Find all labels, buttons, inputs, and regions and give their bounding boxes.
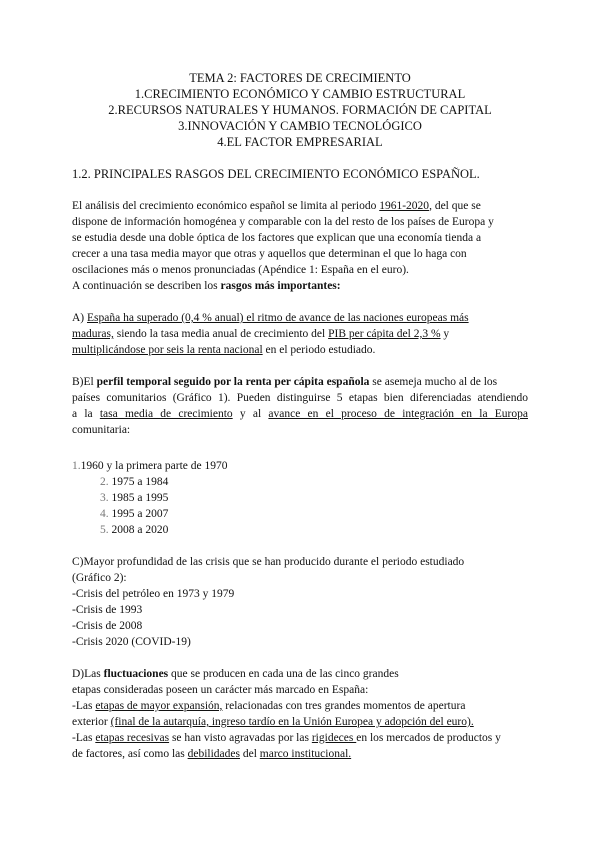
body-text: en los mercados de productos y bbox=[356, 732, 501, 744]
bold-text: fluctuaciones bbox=[103, 668, 169, 680]
list-text: 1960 y la primera parte de 1970 bbox=[80, 460, 228, 472]
section-c-line-1: C)Mayor profundidad de las crisis que se han producido durante el periodo estudiado bbox=[72, 556, 465, 568]
topic-line-3: 3.INNOVACIÓN Y CAMBIO TECNOLÓGICO bbox=[178, 119, 422, 133]
section-a-line-1 bbox=[72, 310, 534, 326]
section-d-line-1 bbox=[72, 666, 534, 682]
underlined-text: multiplicándose por seis la renta nacional bbox=[72, 344, 263, 356]
underlined-text: España ha superado (0,4 % anual) el ritmo de avance de las naciones europeas más bbox=[87, 312, 469, 324]
bold-text: rasgos más importantes: bbox=[220, 280, 341, 292]
section-b-line-2: países comunitarios (Gráfico 1). Pueden distinguirse 5 etapas bien diferenciadas atendiendo bbox=[72, 392, 528, 404]
body-text: D)Las bbox=[72, 668, 104, 680]
intro-text: dispone de información homogénea y comparable con la del resto de los bbox=[72, 216, 408, 228]
body-text: El bbox=[83, 376, 97, 388]
list-text: 1985 a 1995 bbox=[111, 492, 169, 504]
crisis-item: -Crisis 2020 (COVID-19) bbox=[72, 636, 191, 648]
intro-line-1 bbox=[72, 198, 534, 214]
body-text: a la bbox=[72, 408, 100, 420]
body-text: y al bbox=[232, 408, 269, 420]
underlined-text: debilidades bbox=[187, 748, 240, 760]
section-d-line-4 bbox=[72, 714, 534, 730]
section-d-line-5 bbox=[72, 730, 534, 746]
stage-item-5 bbox=[100, 522, 562, 538]
topic-title: TEMA 2: FACTORES DE CRECIMIENTO bbox=[189, 71, 411, 85]
body-text: -Las bbox=[72, 732, 96, 744]
body-text: que se producen en cada una de las cinco grandes bbox=[168, 668, 399, 680]
list-number: 3. bbox=[100, 492, 109, 504]
section-b-line-1 bbox=[72, 374, 534, 390]
body-text: en el periodo estudiado. bbox=[262, 344, 376, 356]
list-number: 4. bbox=[100, 508, 109, 520]
body-text: del bbox=[239, 748, 260, 760]
crisis-item: -Crisis del petróleo en 1973 y 1979 bbox=[72, 588, 235, 600]
intro-line-2 bbox=[72, 214, 534, 230]
section-a-line-2 bbox=[72, 326, 534, 342]
list-number: 2. bbox=[100, 476, 109, 488]
stage-item-2 bbox=[100, 474, 562, 490]
intro-text: A continuación se describen los bbox=[72, 280, 221, 292]
body-text: se asemeja mucho al de los bbox=[369, 376, 498, 388]
stage-item-1 bbox=[72, 458, 534, 474]
intro-line-5: oscilaciones más o menos pronunciadas (Apéndice 1: España en el euro). bbox=[72, 264, 409, 276]
body-text: se han visto agravadas por las bbox=[169, 732, 312, 744]
body-text: y bbox=[440, 328, 450, 340]
topic-line-2: 2.RECURSOS NATURALES Y HUMANOS. FORMACIÓN DE CAPITAL bbox=[108, 103, 492, 117]
list-text: 1975 a 1984 bbox=[111, 476, 169, 488]
stage-item-3 bbox=[100, 490, 562, 506]
underlined-text: avance en el proceso de integración en la Europa bbox=[268, 408, 528, 420]
underlined-text: PIB per cápita del 2,3 % bbox=[328, 328, 441, 340]
list-text: 2008 a 2020 bbox=[111, 524, 169, 536]
underlined-text: tasa media de crecimiento bbox=[99, 408, 233, 420]
crisis-item: -Crisis de 2008 bbox=[72, 620, 143, 632]
list-text: 1995 a 2007 bbox=[111, 508, 169, 520]
underlined-text: etapas de mayor expansión, bbox=[95, 700, 223, 712]
section-d-line-3 bbox=[72, 698, 534, 714]
body-text: -Las bbox=[72, 700, 96, 712]
intro-text: , del que se bbox=[429, 200, 481, 212]
section-d-line-6 bbox=[72, 746, 534, 762]
section-b-line-3 bbox=[72, 406, 528, 422]
intro-line-3: se estudia desde una doble óptica de los factores que explican que una economía tienda a bbox=[72, 232, 482, 244]
intro-text: países de Europa y bbox=[407, 216, 494, 228]
section-b-line-4: comunitaria: bbox=[72, 424, 131, 436]
intro-line-6 bbox=[72, 278, 534, 294]
underlined-text: maduras, bbox=[72, 328, 114, 340]
intro-text: El análisis del crecimiento económico español se limita al periodo bbox=[72, 200, 380, 212]
topic-line-4: 4.EL FACTOR EMPRESARIAL bbox=[217, 135, 383, 149]
underlined-text: etapas recesivas bbox=[95, 732, 170, 744]
crisis-item: -Crisis de 1993 bbox=[72, 604, 143, 616]
list-number: 1. bbox=[72, 460, 81, 472]
underlined-text: (final de la autarquía, ingreso tardío en la Unión Europea y adopción del euro). bbox=[110, 716, 474, 728]
bold-text: perfil temporal seguido por la renta per cápita española bbox=[96, 376, 370, 388]
section-a-label: A) bbox=[72, 312, 88, 324]
body-text: exterior bbox=[72, 716, 111, 728]
underlined-text: rigideces bbox=[311, 732, 357, 744]
section-d-line-2: etapas consideradas poseen un carácter más marcado en España: bbox=[72, 684, 369, 696]
stage-item-4 bbox=[100, 506, 562, 522]
body-text: relacionadas con tres grandes momentos de apertura bbox=[222, 700, 466, 712]
body-text: de factores, así como las bbox=[72, 748, 188, 760]
section-b-label: B) bbox=[72, 376, 84, 388]
period-underlined: 1961-2020 bbox=[379, 200, 430, 212]
list-number: 5. bbox=[100, 524, 109, 536]
topic-line-1: 1.CRECIMIENTO ECONÓMICO Y CAMBIO ESTRUCTURAL bbox=[134, 87, 466, 101]
body-text: siendo la tasa media anual de crecimiento del bbox=[113, 328, 329, 340]
underlined-text: marco institucional. bbox=[259, 748, 352, 760]
section-a-line-3 bbox=[72, 342, 534, 358]
section-title: 1.2. PRINCIPALES RASGOS DEL CRECIMIENTO ECONÓMICO ESPAÑOL. bbox=[72, 167, 480, 181]
section-c-line-2: (Gráfico 2): bbox=[72, 572, 127, 584]
intro-line-4: crecer a una tasa media mayor que otras y aquellos que determinan el que lo haga con bbox=[72, 248, 467, 260]
